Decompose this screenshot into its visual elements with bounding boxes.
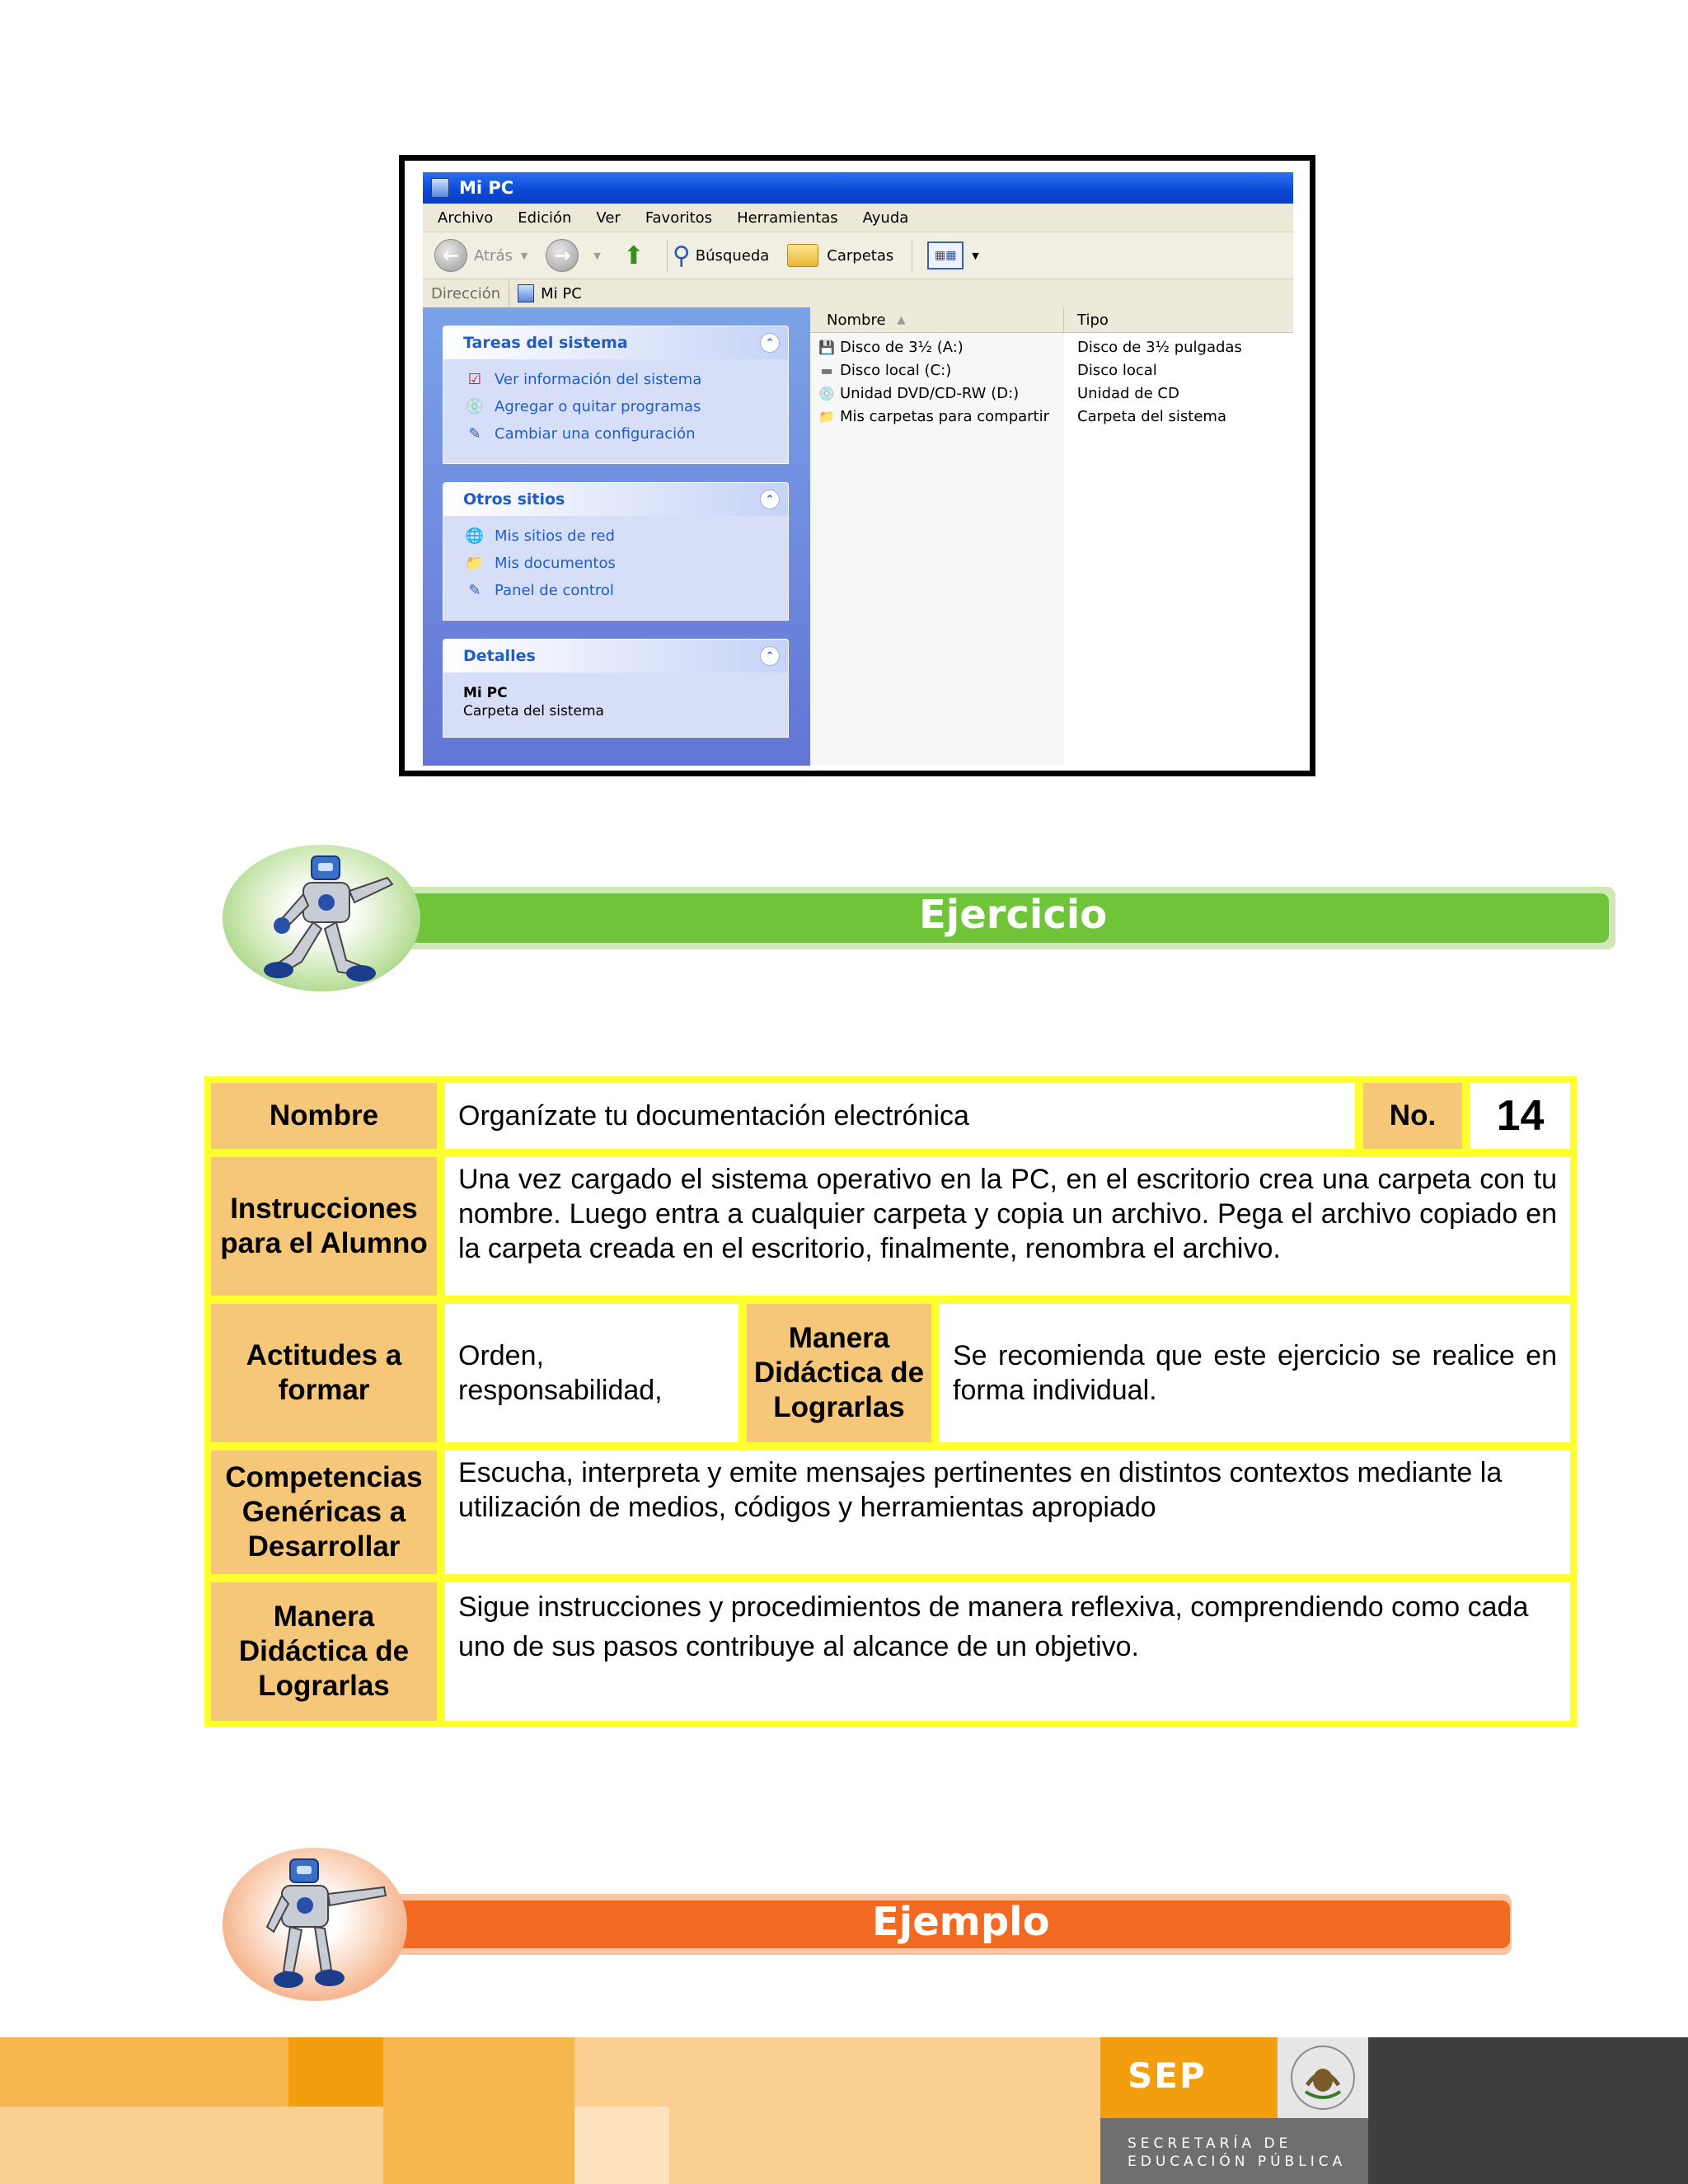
toolbar-separator [667, 239, 668, 272]
menu-archivo[interactable]: Archivo [438, 209, 494, 227]
control-panel-icon: ✎ [468, 425, 481, 443]
column-type-header[interactable] [1064, 312, 1109, 329]
details-body [443, 673, 788, 732]
mi-pc-window [423, 172, 1293, 766]
robot-disc [223, 1848, 407, 2001]
system-info-icon: ☑ [467, 371, 482, 388]
footer-block [574, 2037, 1100, 2107]
search-icon: ⚲ [672, 241, 691, 270]
collapse-chevron-icon[interactable]: ⌃ [760, 490, 780, 509]
task-label: Ver información del sistema [495, 371, 702, 388]
folders-label: Carpetas [827, 246, 894, 265]
menu-favoritos[interactable]: Favoritos [645, 209, 713, 227]
task-item[interactable] [443, 393, 788, 420]
hard-disk-icon: ▬ [820, 362, 833, 378]
file-name: Disco local (C:) [840, 361, 952, 379]
cd-drive-icon: 💿 [818, 385, 835, 401]
footer [0, 2037, 1688, 2184]
footer-block [383, 2037, 574, 2107]
menu-bar [423, 204, 1293, 232]
panel-title: Otros sitios [463, 490, 565, 509]
actitudes-value [445, 1304, 738, 1442]
competencias-value: Escucha, interpreta y emite mensajes pertinentes en distintos contextos mediante la utilización de medios, códigos y herramientas apropiado [445, 1451, 1570, 1574]
file-name: Unidad DVD/CD-RW (D:) [840, 384, 1020, 402]
menu-herramientas[interactable]: Herramientas [737, 209, 838, 227]
file-name: Mis carpetas para compartir [840, 407, 1050, 425]
exercise-table [204, 1076, 1577, 1727]
footer-block [383, 2107, 574, 2184]
actitudes-label: Actitudes a formar [211, 1304, 437, 1442]
footer-block [574, 2107, 669, 2184]
mexican-seal-icon [1278, 2037, 1368, 2118]
manera-label-1: Manera Didáctica de Lograrlas [747, 1304, 931, 1442]
address-label: Dirección [423, 279, 509, 307]
competencias-label: Competencias Genéricas a Desarrollar [211, 1451, 437, 1574]
manera-text-1: Se recomienda que este ejercicio se realice en forma individual. [953, 1340, 1557, 1406]
back-dropdown-icon: ▼ [520, 250, 528, 261]
nombre-label: Nombre [211, 1083, 437, 1149]
footer-block [288, 2037, 383, 2107]
menu-ayuda[interactable]: Ayuda [862, 209, 909, 227]
task-item[interactable] [443, 366, 788, 393]
documents-folder-icon: 📁 [465, 555, 485, 572]
sort-ascending-icon: ▲ [897, 313, 906, 326]
views-button[interactable] [917, 241, 978, 269]
secretaria-line-2: EDUCACIÓN PÚBLICA [1128, 2154, 1347, 2170]
address-value[interactable]: Mi PC [541, 284, 582, 302]
details-name: Mi PC [463, 685, 508, 701]
task-label: Agregar o quitar programas [495, 398, 701, 415]
panel-header[interactable] [443, 640, 788, 673]
file-row[interactable] [810, 405, 1293, 428]
place-label: Mis sitios de red [495, 527, 615, 545]
secretaria-line-1: SECRETARÍA DE [1128, 2135, 1292, 2152]
file-row[interactable] [810, 359, 1293, 382]
robot-disc [223, 845, 420, 991]
file-type: Disco local [1077, 361, 1157, 379]
place-label: Panel de control [495, 582, 614, 599]
task-item[interactable] [443, 420, 788, 448]
back-button[interactable] [434, 239, 528, 272]
place-item[interactable] [443, 550, 788, 577]
footer-block [0, 2107, 383, 2184]
instrucciones-label: Instrucciones para el Alumno [211, 1157, 437, 1296]
shared-folder-icon: 📁 [818, 408, 835, 424]
search-button[interactable] [673, 241, 769, 270]
actitudes-text: Orden, responsabilidad, [458, 1340, 663, 1406]
forward-arrow-icon: → [546, 239, 579, 272]
column-headers [810, 307, 1293, 333]
column-name-label: Nombre [827, 311, 886, 329]
robot-mascot-icon [223, 845, 420, 991]
window-titlebar [423, 172, 1293, 204]
panel-title: Tareas del sistema [463, 334, 628, 352]
panel-detalles [443, 639, 789, 738]
mi-pc-screenshot [399, 155, 1315, 776]
sep-logo-text: SEP [1128, 2055, 1207, 2096]
file-list [810, 307, 1293, 766]
back-label: Atrás [474, 246, 513, 265]
footer-block [669, 2107, 1100, 2184]
footer-block [0, 2037, 288, 2107]
address-bar [423, 279, 1293, 308]
up-folder-icon: ⬆ [623, 241, 645, 270]
panel-otros-sitios [443, 482, 789, 621]
menu-ver[interactable]: Ver [596, 209, 621, 227]
collapse-chevron-icon[interactable]: ⌃ [760, 333, 780, 353]
add-remove-programs-icon: 💿 [465, 398, 485, 415]
panel-header[interactable] [443, 483, 788, 516]
manera-value-1 [940, 1304, 1570, 1442]
forward-dropdown-icon: ▼ [593, 250, 601, 261]
panel-title: Detalles [463, 647, 536, 665]
no-value: 14 [1470, 1083, 1570, 1149]
network-places-icon: 🌐 [465, 527, 485, 545]
place-item[interactable] [443, 523, 788, 550]
file-row[interactable] [810, 382, 1293, 405]
file-name: Disco de 3½ (A:) [840, 338, 964, 356]
file-row[interactable] [810, 335, 1293, 359]
place-item[interactable] [443, 577, 788, 604]
secretaria-text [1128, 2135, 1346, 2171]
floppy-icon: 💾 [818, 339, 835, 355]
task-pane [423, 307, 810, 766]
my-computer-icon [431, 178, 449, 198]
menu-edicion[interactable]: Edición [518, 209, 572, 227]
file-type: Unidad de CD [1077, 384, 1179, 402]
task-label: Cambiar una configuración [495, 425, 696, 443]
toolbar [423, 232, 1293, 279]
column-type-label: Tipo [1077, 311, 1109, 329]
my-computer-icon [518, 284, 534, 302]
robot-mascot-icon [223, 1848, 407, 2001]
seal-block [1278, 2037, 1368, 2118]
window-body [423, 307, 1293, 766]
column-name-header[interactable] [810, 307, 1064, 332]
control-panel-icon: ✎ [468, 582, 481, 599]
instrucciones-value: Una vez cargado el sistema operativo en la PC, en el escritorio crea una carpeta con tu nombre. Luego entra a cualquier carpeta y copia un archivo. Pega el archivo copiado en la carpeta creada en el escritorio, finalmente, renombra el archivo. [445, 1157, 1570, 1296]
file-type: Disco de 3½ pulgadas [1077, 338, 1242, 356]
banner-title: Ejercicio [919, 892, 1108, 938]
folders-icon [787, 244, 818, 267]
panel-tareas-sistema [443, 326, 789, 464]
up-folder-button[interactable] [619, 241, 649, 270]
nombre-value: Organízate tu documentación electrónica [445, 1083, 1355, 1149]
window-title: Mi PC [459, 178, 514, 198]
folders-button[interactable] [787, 244, 893, 267]
file-type: Carpeta del sistema [1077, 407, 1226, 425]
banner-title: Ejemplo [872, 1899, 1050, 1945]
forward-button[interactable] [546, 239, 600, 272]
search-label: Búsqueda [695, 246, 770, 265]
views-dropdown-icon: ▼ [972, 250, 979, 261]
back-arrow-icon: ← [434, 239, 467, 272]
views-icon: ▦▦ [927, 241, 964, 269]
manera-value-2: Sigue instrucciones y procedimientos de manera reflexiva, comprendiendo como cada uno de sus pasos contribuye al alcance de un objetivo. [445, 1582, 1570, 1721]
no-label: No. [1363, 1083, 1462, 1149]
manera-label-2: Manera Didáctica de Lograrlas [211, 1582, 437, 1721]
footer-dark-block [1368, 2037, 1688, 2184]
place-label: Mis documentos [495, 555, 616, 572]
details-type: Carpeta del sistema [463, 703, 604, 719]
panel-header[interactable] [443, 326, 788, 359]
collapse-chevron-icon[interactable]: ⌃ [760, 646, 780, 666]
